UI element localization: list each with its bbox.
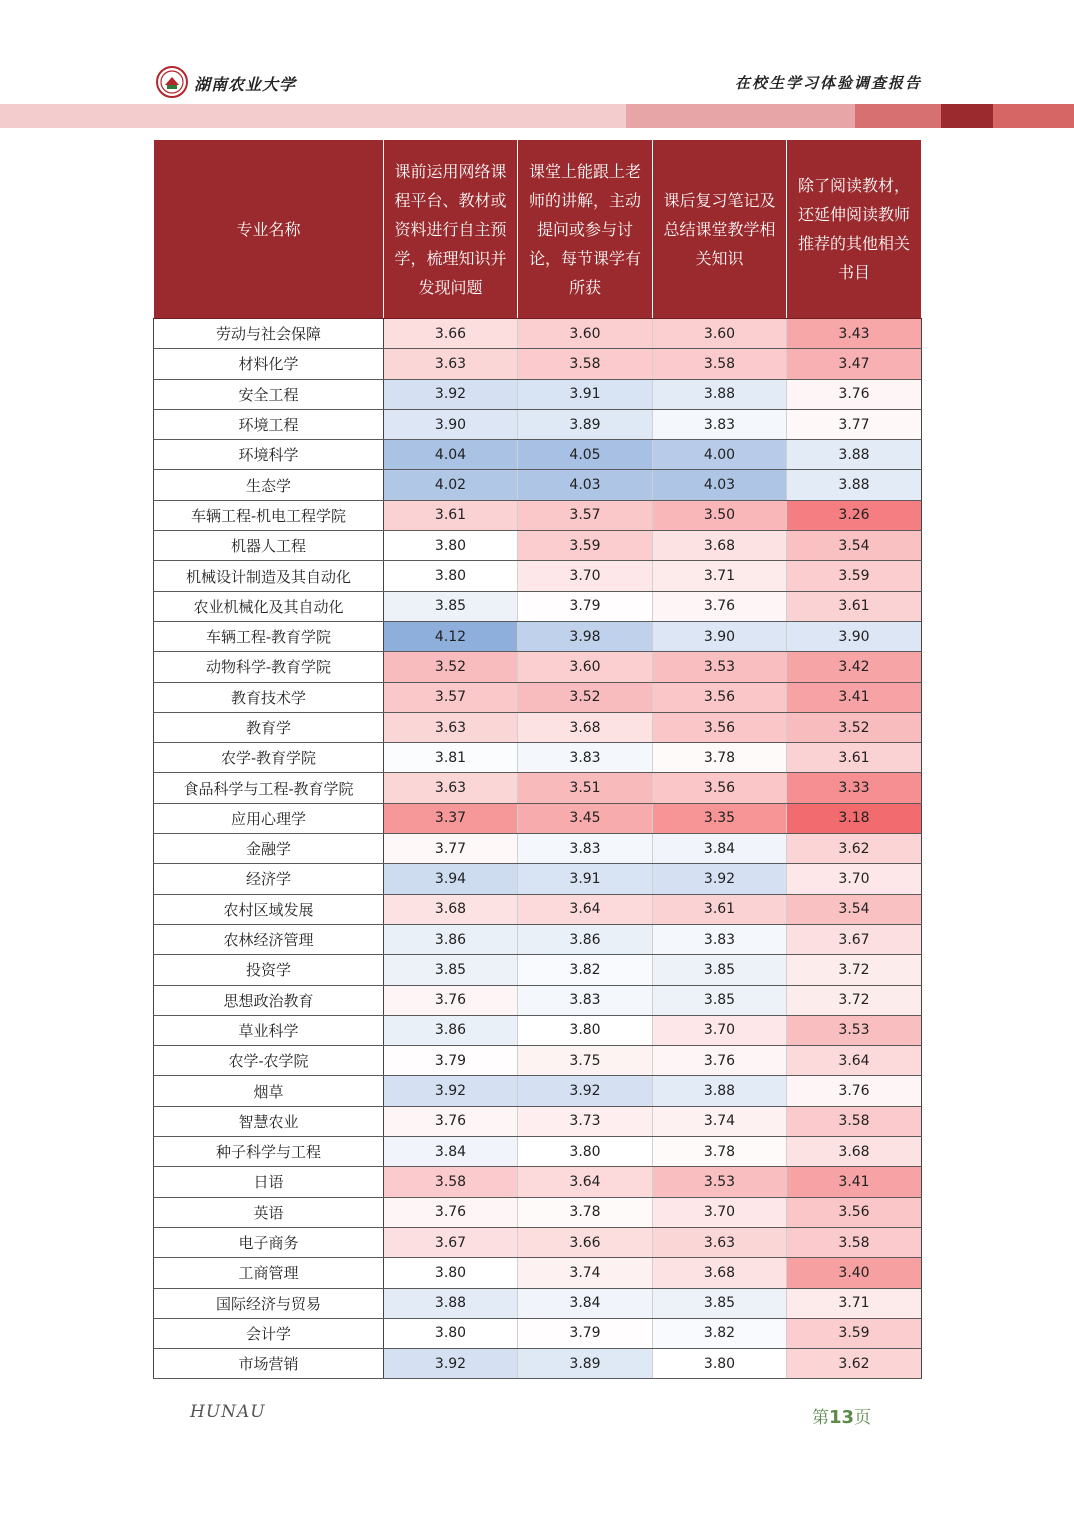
score-cell: 3.68 xyxy=(653,531,787,561)
score-cell: 3.78 xyxy=(518,1197,653,1227)
table-row xyxy=(154,773,922,803)
major-name-cell: 教育学 xyxy=(154,712,384,742)
score-cell: 3.84 xyxy=(518,1288,653,1318)
score-cell: 4.05 xyxy=(518,440,653,470)
header-band-5 xyxy=(993,104,1074,128)
score-cell: 3.92 xyxy=(518,1076,653,1106)
score-cell: 3.68 xyxy=(518,712,653,742)
score-cell: 3.80 xyxy=(384,1318,518,1348)
table-row xyxy=(154,1288,922,1318)
major-name-cell: 应用心理学 xyxy=(154,803,384,833)
table-row xyxy=(154,1046,922,1076)
score-cell: 3.76 xyxy=(787,1076,922,1106)
score-cell: 3.56 xyxy=(787,1197,922,1227)
score-cell: 3.68 xyxy=(384,894,518,924)
score-cell: 3.78 xyxy=(653,743,787,773)
score-cell: 3.71 xyxy=(787,1288,922,1318)
score-cell: 3.47 xyxy=(787,349,922,379)
score-cell: 3.79 xyxy=(518,1318,653,1348)
major-name-cell: 车辆工程-机电工程学院 xyxy=(154,500,384,530)
score-cell: 3.85 xyxy=(653,1288,787,1318)
score-cell: 3.85 xyxy=(384,591,518,621)
score-cell: 3.63 xyxy=(384,712,518,742)
score-cell: 3.92 xyxy=(384,379,518,409)
table-row xyxy=(154,531,922,561)
table-row xyxy=(154,1076,922,1106)
score-cell: 3.94 xyxy=(384,864,518,894)
score-cell: 3.54 xyxy=(787,531,922,561)
table-row xyxy=(154,1137,922,1167)
score-cell: 3.66 xyxy=(384,319,518,349)
major-name-cell: 机械设计制造及其自动化 xyxy=(154,561,384,591)
score-cell: 3.45 xyxy=(518,803,653,833)
score-cell: 3.60 xyxy=(653,319,787,349)
score-cell: 3.81 xyxy=(384,743,518,773)
score-cell: 3.88 xyxy=(787,440,922,470)
survey-table xyxy=(153,139,922,1379)
header-band-3 xyxy=(855,104,941,128)
table-row xyxy=(154,349,922,379)
score-cell: 3.74 xyxy=(653,1106,787,1136)
table-row xyxy=(154,834,922,864)
major-name-cell: 车辆工程-教育学院 xyxy=(154,621,384,651)
major-name-cell: 农学-农学院 xyxy=(154,1046,384,1076)
score-cell: 3.76 xyxy=(384,1106,518,1136)
score-cell: 3.58 xyxy=(653,349,787,379)
score-cell: 3.60 xyxy=(518,652,653,682)
score-cell: 3.70 xyxy=(518,561,653,591)
score-cell: 3.61 xyxy=(787,591,922,621)
major-name-cell: 英语 xyxy=(154,1197,384,1227)
score-cell: 3.79 xyxy=(384,1046,518,1076)
column-header-major: 专业名称 xyxy=(154,140,384,319)
score-cell: 3.77 xyxy=(787,409,922,439)
score-cell: 3.73 xyxy=(518,1106,653,1136)
table-row xyxy=(154,500,922,530)
score-cell: 3.58 xyxy=(787,1106,922,1136)
score-cell: 3.90 xyxy=(384,409,518,439)
score-cell: 3.72 xyxy=(787,955,922,985)
score-cell: 3.74 xyxy=(518,1258,653,1288)
score-cell: 3.40 xyxy=(787,1258,922,1288)
score-cell: 3.35 xyxy=(653,803,787,833)
score-cell: 3.89 xyxy=(518,409,653,439)
header-band-2 xyxy=(626,104,855,128)
score-cell: 3.54 xyxy=(787,894,922,924)
table-row xyxy=(154,864,922,894)
score-cell: 3.59 xyxy=(787,1318,922,1348)
score-cell: 3.88 xyxy=(384,1288,518,1318)
header-band-4 xyxy=(941,104,993,128)
table-row xyxy=(154,379,922,409)
score-cell: 3.64 xyxy=(518,894,653,924)
major-name-cell: 思想政治教育 xyxy=(154,985,384,1015)
table-row xyxy=(154,1015,922,1045)
score-cell: 3.86 xyxy=(518,924,653,954)
table-row xyxy=(154,1106,922,1136)
score-cell: 3.68 xyxy=(787,1137,922,1167)
score-cell: 3.80 xyxy=(384,561,518,591)
table-body xyxy=(154,319,922,1379)
table-row xyxy=(154,591,922,621)
score-cell: 3.52 xyxy=(384,652,518,682)
major-name-cell: 动物科学-教育学院 xyxy=(154,652,384,682)
score-cell: 3.52 xyxy=(787,712,922,742)
score-cell: 3.90 xyxy=(787,621,922,651)
major-name-cell: 日语 xyxy=(154,1167,384,1197)
major-name-cell: 材料化学 xyxy=(154,349,384,379)
table-row xyxy=(154,955,922,985)
major-name-cell: 农学-教育学院 xyxy=(154,743,384,773)
score-cell: 3.67 xyxy=(787,924,922,954)
score-cell: 3.51 xyxy=(518,773,653,803)
score-cell: 3.53 xyxy=(787,1015,922,1045)
table-row xyxy=(154,803,922,833)
score-cell: 4.12 xyxy=(384,621,518,651)
score-cell: 3.76 xyxy=(384,1197,518,1227)
score-cell: 3.59 xyxy=(787,561,922,591)
major-name-cell: 安全工程 xyxy=(154,379,384,409)
score-cell: 3.85 xyxy=(384,955,518,985)
score-cell: 3.68 xyxy=(653,1258,787,1288)
major-name-cell: 种子科学与工程 xyxy=(154,1137,384,1167)
score-cell: 3.50 xyxy=(653,500,787,530)
score-cell: 3.88 xyxy=(653,1076,787,1106)
table-header-row xyxy=(154,140,922,319)
score-cell: 3.76 xyxy=(653,591,787,621)
score-cell: 3.80 xyxy=(653,1349,787,1379)
score-cell: 3.57 xyxy=(384,682,518,712)
score-cell: 3.79 xyxy=(518,591,653,621)
score-cell: 3.89 xyxy=(518,1349,653,1379)
major-name-cell: 会计学 xyxy=(154,1318,384,1348)
survey-table-wrapper xyxy=(153,139,921,1379)
table-row xyxy=(154,470,922,500)
page-number-value: 13 xyxy=(829,1407,855,1428)
university-name: 湖南农业大学 xyxy=(194,75,297,94)
table-row xyxy=(154,1197,922,1227)
score-cell: 3.91 xyxy=(518,379,653,409)
table-row xyxy=(154,1318,922,1348)
major-name-cell: 市场营销 xyxy=(154,1349,384,1379)
score-cell: 3.98 xyxy=(518,621,653,651)
score-cell: 3.82 xyxy=(518,955,653,985)
table-row xyxy=(154,621,922,651)
score-cell: 3.85 xyxy=(653,955,787,985)
major-name-cell: 投资学 xyxy=(154,955,384,985)
score-cell: 3.83 xyxy=(653,409,787,439)
score-cell: 3.60 xyxy=(518,319,653,349)
table-row xyxy=(154,652,922,682)
score-cell: 3.80 xyxy=(384,1258,518,1288)
score-cell: 3.64 xyxy=(518,1167,653,1197)
footer-brand: HUNAU xyxy=(190,1402,266,1422)
score-cell: 3.71 xyxy=(653,561,787,591)
score-cell: 3.85 xyxy=(653,985,787,1015)
report-title: 在校生学习体验调查报告 xyxy=(734,74,922,92)
score-cell: 3.64 xyxy=(787,1046,922,1076)
score-cell: 3.63 xyxy=(384,349,518,379)
score-cell: 3.76 xyxy=(384,985,518,1015)
score-cell: 3.62 xyxy=(787,1349,922,1379)
major-name-cell: 智慧农业 xyxy=(154,1106,384,1136)
score-cell: 3.61 xyxy=(653,894,787,924)
score-cell: 3.58 xyxy=(787,1227,922,1257)
score-cell: 3.42 xyxy=(787,652,922,682)
score-cell: 3.57 xyxy=(518,500,653,530)
page-prefix: 第 xyxy=(812,1408,829,1428)
score-cell: 3.82 xyxy=(653,1318,787,1348)
column-header-preview: 课前运用网络课程平台、教材或资料进行自主预学，梳理知识并发现问题 xyxy=(384,140,518,319)
score-cell: 4.04 xyxy=(384,440,518,470)
score-cell: 3.62 xyxy=(787,834,922,864)
score-cell: 3.26 xyxy=(787,500,922,530)
column-header-in-class: 课堂上能跟上老师的讲解，主动提问或参与讨论，每节课学有所获 xyxy=(518,140,653,319)
major-name-cell: 农业机械化及其自动化 xyxy=(154,591,384,621)
score-cell: 3.84 xyxy=(653,834,787,864)
major-name-cell: 烟草 xyxy=(154,1076,384,1106)
score-cell: 3.33 xyxy=(787,773,922,803)
page-number xyxy=(812,1403,871,1428)
score-cell: 3.83 xyxy=(518,834,653,864)
major-name-cell: 农村区域发展 xyxy=(154,894,384,924)
score-cell: 3.67 xyxy=(384,1227,518,1257)
table-row xyxy=(154,319,922,349)
score-cell: 3.70 xyxy=(653,1197,787,1227)
score-cell: 3.83 xyxy=(518,743,653,773)
university-logo-icon xyxy=(156,66,188,98)
score-cell: 3.88 xyxy=(787,470,922,500)
score-cell: 3.84 xyxy=(384,1137,518,1167)
major-name-cell: 生态学 xyxy=(154,470,384,500)
table-row xyxy=(154,924,922,954)
score-cell: 3.59 xyxy=(518,531,653,561)
major-name-cell: 劳动与社会保障 xyxy=(154,319,384,349)
score-cell: 3.91 xyxy=(518,864,653,894)
score-cell: 3.61 xyxy=(787,743,922,773)
score-cell: 3.80 xyxy=(518,1137,653,1167)
major-name-cell: 经济学 xyxy=(154,864,384,894)
score-cell: 3.63 xyxy=(384,773,518,803)
score-cell: 4.03 xyxy=(518,470,653,500)
major-name-cell: 机器人工程 xyxy=(154,531,384,561)
score-cell: 3.72 xyxy=(787,985,922,1015)
table-row xyxy=(154,561,922,591)
score-cell: 3.92 xyxy=(653,864,787,894)
score-cell: 4.00 xyxy=(653,440,787,470)
major-name-cell: 草业科学 xyxy=(154,1015,384,1045)
score-cell: 3.58 xyxy=(518,349,653,379)
major-name-cell: 电子商务 xyxy=(154,1227,384,1257)
table-row xyxy=(154,440,922,470)
score-cell: 3.58 xyxy=(384,1167,518,1197)
score-cell: 3.53 xyxy=(653,652,787,682)
page-suffix: 页 xyxy=(854,1408,872,1428)
score-cell: 3.92 xyxy=(384,1349,518,1379)
table-row xyxy=(154,409,922,439)
score-cell: 3.61 xyxy=(384,500,518,530)
score-cell: 3.70 xyxy=(787,864,922,894)
score-cell: 3.56 xyxy=(653,682,787,712)
major-name-cell: 国际经济与贸易 xyxy=(154,1288,384,1318)
score-cell: 3.53 xyxy=(653,1167,787,1197)
score-cell: 3.78 xyxy=(653,1137,787,1167)
score-cell: 3.88 xyxy=(653,379,787,409)
score-cell: 3.41 xyxy=(787,682,922,712)
score-cell: 3.76 xyxy=(787,379,922,409)
score-cell: 3.92 xyxy=(384,1076,518,1106)
score-cell: 3.52 xyxy=(518,682,653,712)
major-name-cell: 环境科学 xyxy=(154,440,384,470)
score-cell: 3.37 xyxy=(384,803,518,833)
page-header xyxy=(0,0,1074,130)
score-cell: 4.02 xyxy=(384,470,518,500)
score-cell: 3.18 xyxy=(787,803,922,833)
score-cell: 3.63 xyxy=(653,1227,787,1257)
major-name-cell: 农林经济管理 xyxy=(154,924,384,954)
score-cell: 3.41 xyxy=(787,1167,922,1197)
score-cell: 3.56 xyxy=(653,712,787,742)
score-cell: 3.43 xyxy=(787,319,922,349)
score-cell: 3.56 xyxy=(653,773,787,803)
table-row xyxy=(154,1349,922,1379)
table-row xyxy=(154,1167,922,1197)
score-cell: 3.83 xyxy=(653,924,787,954)
score-cell: 3.83 xyxy=(518,985,653,1015)
score-cell: 3.77 xyxy=(384,834,518,864)
major-name-cell: 工商管理 xyxy=(154,1258,384,1288)
score-cell: 3.80 xyxy=(518,1015,653,1045)
score-cell: 3.75 xyxy=(518,1046,653,1076)
table-row xyxy=(154,985,922,1015)
score-cell: 3.66 xyxy=(518,1227,653,1257)
score-cell: 3.80 xyxy=(384,531,518,561)
major-name-cell: 教育技术学 xyxy=(154,682,384,712)
score-cell: 3.86 xyxy=(384,1015,518,1045)
score-cell: 3.76 xyxy=(653,1046,787,1076)
table-row xyxy=(154,712,922,742)
score-cell: 3.86 xyxy=(384,924,518,954)
major-name-cell: 金融学 xyxy=(154,834,384,864)
score-cell: 4.03 xyxy=(653,470,787,500)
table-row xyxy=(154,682,922,712)
table-row xyxy=(154,894,922,924)
major-name-cell: 环境工程 xyxy=(154,409,384,439)
table-row xyxy=(154,743,922,773)
major-name-cell: 食品科学与工程-教育学院 xyxy=(154,773,384,803)
table-row xyxy=(154,1227,922,1257)
score-cell: 3.70 xyxy=(653,1015,787,1045)
header-band-1 xyxy=(0,104,626,128)
column-header-review: 课后复习笔记及总结课堂教学相关知识 xyxy=(653,140,787,319)
column-header-extended-reading: 除了阅读教材，还延伸阅读教师推荐的其他相关书目 xyxy=(787,140,922,319)
score-cell: 3.90 xyxy=(653,621,787,651)
table-row xyxy=(154,1258,922,1288)
